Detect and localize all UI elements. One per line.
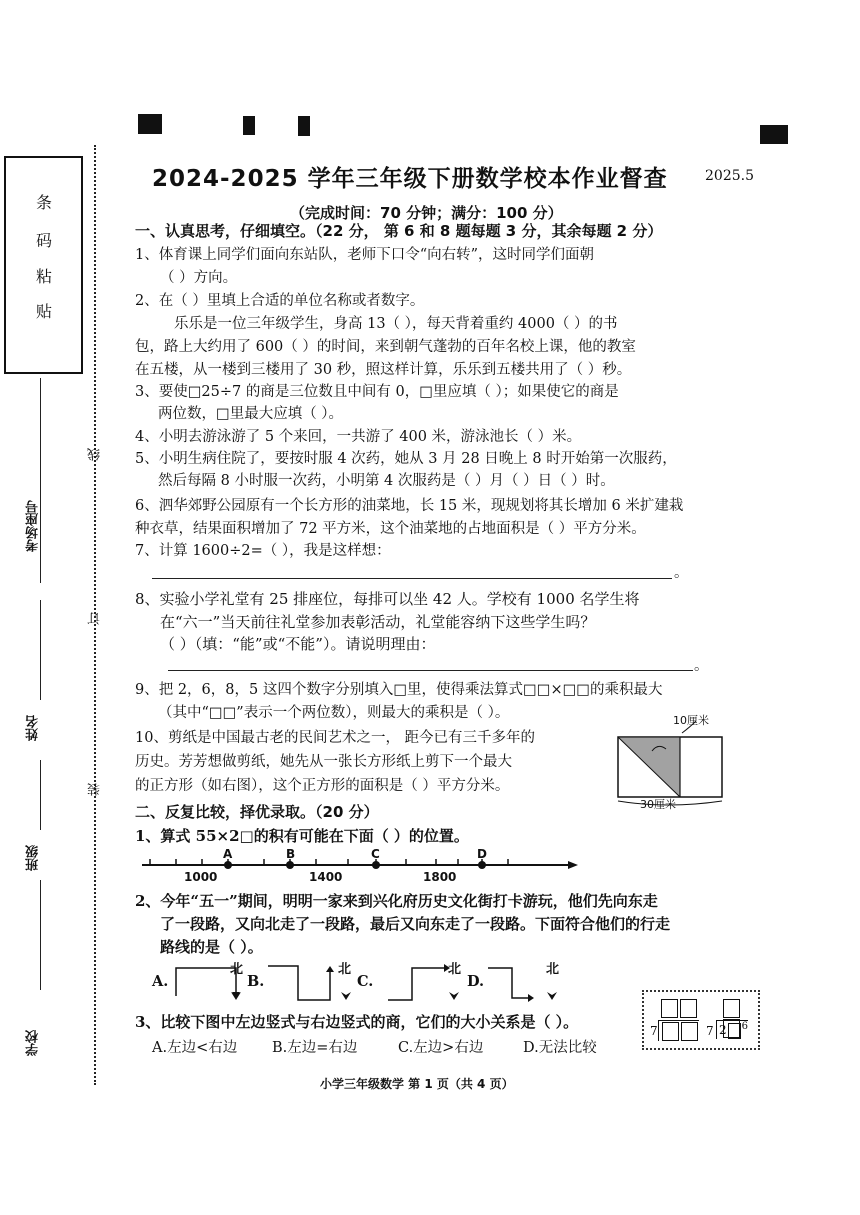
question-text: 3、比较下图中左边竖式与右边竖式的商，它们的大小关系是（ ）。: [135, 1013, 579, 1031]
tick-label: 1000: [184, 870, 218, 884]
page-title: 2024-2025 学年三年级下册数学校本作业督查: [152, 166, 668, 192]
answer-line: [168, 670, 693, 671]
section2-heading: 二、反复比较，择优录取。（20 分）: [135, 803, 379, 821]
question-text: 2、在（ ）里填上合适的单位名称或者数字。: [135, 293, 425, 309]
question-text: 在“六一”当天前往礼堂参加表彰活动，礼堂能容纳下这些学生吗？: [160, 613, 596, 631]
option-label: C.左边>右边: [398, 1040, 484, 1056]
north-label: 北: [448, 962, 462, 977]
barcode-char: 粘: [36, 267, 53, 286]
question-text: 7、计算 1600÷2=（ ），我是这样想：: [135, 543, 391, 559]
binding-underline: [40, 880, 41, 990]
tick-label: 1400: [309, 870, 343, 884]
north-label: 北: [546, 962, 560, 977]
question-text: 6、泗华郊野公园原有一个长方形的油菜地，长 15 米，现规划将其长增加 6 米扩建栽: [135, 498, 684, 514]
point-label-a: A: [223, 847, 233, 861]
registration-mark: [138, 114, 162, 134]
end-mark: 。: [694, 658, 709, 674]
question-text: 2、今年“五一”期间，明明一家来到兴化府历史文化街打卡游玩，他们先向东走: [135, 892, 658, 910]
question-text: 1、算式 55×2□的积有可能在下面（ ）的位置。: [135, 827, 469, 845]
name-label: 姓名: [26, 715, 41, 741]
barcode-box: [4, 156, 83, 374]
dividend-digit: 2: [719, 1023, 727, 1037]
registration-mark: [243, 116, 255, 135]
question-text: 种衣草，结果面积增加了 72 平方米，这个油菜地的占地面积是（ ）平方分米。: [135, 521, 646, 537]
school-label: 学校: [26, 1030, 41, 1056]
figure-bottom-label: 30厘米: [640, 798, 676, 811]
binding-char: 线: [88, 448, 103, 461]
north-label: 北: [338, 962, 352, 977]
registration-mark: [298, 116, 310, 136]
question-text: 路线的是（ ）。: [160, 938, 263, 956]
question-text: 4、小明去游泳游了 5 个来回，一共游了 400 米，游泳池长（ ）米。: [135, 429, 582, 445]
question-text: 3、要使□25÷7 的商是三位数且中间有 0，□里应填（ ）；如果使它的商是: [135, 384, 619, 400]
question-text: （其中“□□”表示一个两位数），则最大的乘积是（ ）。: [158, 705, 510, 721]
option-label: B.: [247, 973, 265, 990]
question-text: （ ）方向。: [160, 270, 238, 286]
page-subtitle: （完成时间：70 分钟；满分：100 分）: [290, 204, 563, 222]
question-text: 9、把 2，6，8，5 这四个数字分别填入□里，使得乘法算式□□×□□的乘积最大: [135, 682, 663, 698]
option-label: B.左边=右边: [272, 1040, 358, 1056]
binding-char: 装: [88, 783, 103, 796]
division-figure: [642, 990, 760, 1050]
option-label: C.: [357, 973, 374, 990]
option-label: A.: [152, 973, 169, 990]
option-label: A.左边<右边: [152, 1040, 238, 1056]
question-text: （ ）（填：“能”或“不能”）。请说明理由：: [160, 635, 436, 653]
option-label: D.: [467, 973, 485, 990]
tick-label: 1800: [423, 870, 457, 884]
binding-underline: [40, 760, 41, 830]
question-text: 的正方形（如右图），这个正方形的面积是（ ）平方分米。: [135, 778, 510, 794]
question-text: 包，路上大约用了 600（ ）的时间，来到朝气蓬勃的百年名校上课，他的教室: [135, 339, 636, 355]
point-label-d: D: [477, 847, 487, 861]
registration-mark: [760, 125, 788, 144]
north-label: 北: [230, 962, 244, 977]
question-text: 5、小明生病住院了，要按时服 4 次药，她从 3 月 28 日晚上 8 时开始第一次服药，: [135, 451, 677, 467]
question-text: 历史。芳芳想做剪纸，她先从一张长方形纸上剪下一个最大: [135, 754, 512, 770]
barcode-char: 贴: [36, 302, 53, 321]
point-label-c: C: [371, 847, 380, 861]
dividend-boxes-left: [658, 1020, 699, 1041]
point-label-b: B: [286, 847, 296, 861]
question-text: 1、体育课上同学们面向东站队，老师下口令“向右转”，这时同学们面朝: [135, 247, 595, 263]
section1-heading: 一、认真思考，仔细填空。（22 分， 第 6 和 8 题每题 3 分，其余每题 2 分）: [135, 222, 663, 240]
question-text: 8、实验小学礼堂有 25 排座位，每排可以坐 42 人。学校有 1000 名学生将: [135, 590, 640, 608]
question-text: 乐乐是一位三年级学生，身高 13（ ），每天背着重约 4000（ ）的书: [174, 316, 618, 332]
barcode-char: 条: [36, 193, 53, 212]
binding-underline: [40, 600, 41, 700]
question-text: 了一段路，又向北走了一段路，最后又向东走了一段路。下面符合他们的行走: [160, 915, 671, 933]
binding-char: 订: [88, 612, 103, 625]
binding-underline: [40, 378, 41, 583]
dividend-right: [716, 1020, 748, 1039]
option-label: D.无法比较: [523, 1040, 597, 1056]
divisor-right: 7: [706, 1024, 714, 1038]
end-mark: 。: [674, 565, 689, 581]
quotient-boxes-left: [660, 998, 698, 1018]
question-text: 两位数，□里最大应填（ ）。: [158, 406, 344, 422]
page-footer: 小学三年级数学 第 1 页（共 4 页）: [320, 1077, 514, 1091]
dividend-tail-digit: 6: [741, 1021, 749, 1032]
question-text: 在五楼，从一楼到三楼用了 30 秒，照这样计算，乐乐到五楼共用了（ ）秒。: [135, 362, 632, 378]
exam-seat-label: 考场座号: [26, 500, 41, 552]
divisor-left: 7: [650, 1024, 658, 1038]
barcode-char: 码: [36, 231, 53, 250]
question-text: 然后每隔 8 小时服一次药，小明第 4 次服药是（ ）月（ ）日（ ）时。: [158, 473, 615, 489]
question-text: 10、剪纸是中国最古老的民间艺术之一， 距今已有三千多年的: [135, 730, 536, 746]
class-label: 班级: [26, 845, 41, 871]
figure-top-label: 10厘米: [673, 714, 709, 727]
date-label: 2025.5: [705, 168, 754, 184]
answer-line: [152, 578, 672, 579]
